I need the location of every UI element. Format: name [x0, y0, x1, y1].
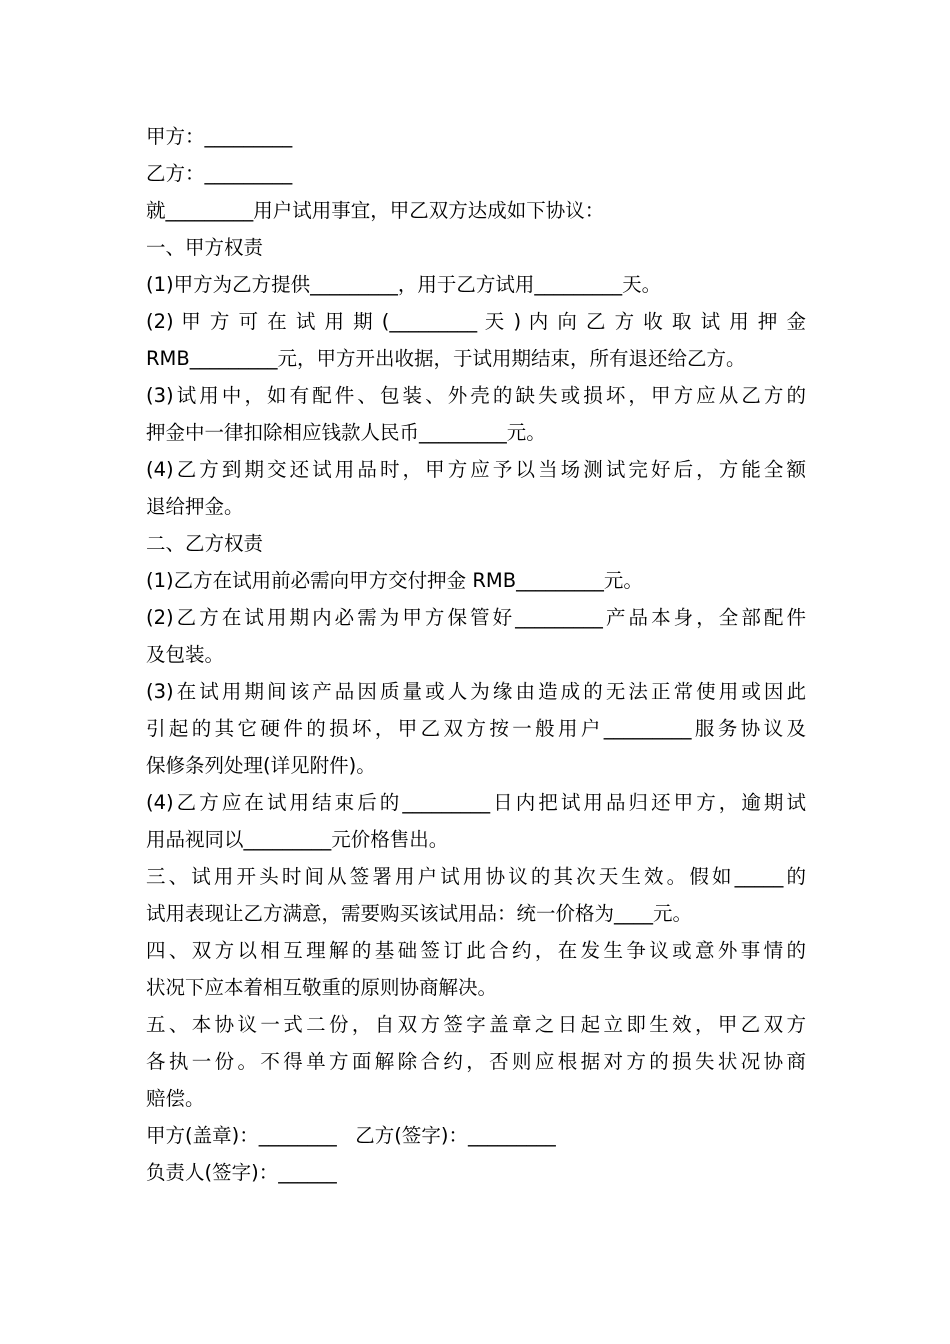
section-3-line-2: 试用表现让乙方满意，需要购买该试用品：统一价格为____元。	[146, 902, 693, 925]
section-5-line-1: 五、本协议一式二份，自双方签字盖章之日起立即生效，甲乙双方	[146, 1013, 806, 1036]
clause-1-3-line-1: (3)试用中，如有配件、包装、外壳的缺失或损坏，甲方应从乙方的	[146, 384, 806, 407]
clause-1-4-line-2: 退给押金。	[146, 495, 244, 518]
section-5-line-2: 各执一份。不得单方面解除合约，否则应根据对方的损失状况协商	[146, 1050, 806, 1073]
signature-line: 甲方(盖章)：________ 乙方(签字)：_________	[146, 1124, 556, 1147]
clause-2-3-line-3: 保修条列处理(详见附件)。	[146, 754, 376, 777]
clause-1-4-line-1: (4)乙方到期交还试用品时，甲方应予以当场测试完好后，方能全额	[146, 458, 806, 481]
intro-line: 就_________用户试用事宜，甲乙双方达成如下协议：	[146, 199, 605, 222]
section-2-heading: 二、乙方权责	[146, 532, 264, 555]
clause-1-2-line-1: (2) 甲 方 可 在 试 用 期 (_________ 天 ) 内 向 乙 方 收 取 试 用 押 金	[146, 310, 806, 333]
clause-1-1: (1)甲方为乙方提供_________，用于乙方试用_________天。	[146, 273, 662, 296]
clause-2-2-line-1: (2)乙方在试用期内必需为甲方保管好_________产品本身，全部配件	[146, 606, 806, 629]
party-b-line: 乙方：_________	[146, 162, 293, 185]
section-4-line-2: 状况下应本着相互敬重的原则协商解决。	[146, 976, 498, 999]
section-4-line-1: 四、双方以相互理解的基础签订此合约，在发生争议或意外事情的	[146, 939, 806, 962]
clause-2-3-line-2: 引起的其它硬件的损坏，甲乙双方按一般用户_________服务协议及	[146, 717, 806, 740]
section-5-line-3: 赔偿。	[146, 1087, 205, 1110]
agreement-body	[146, 118, 806, 1191]
clause-2-4-line-1: (4)乙方应在试用结束后的_________日内把试用品归还甲方，逾期试	[146, 791, 806, 814]
clause-2-1: (1)乙方在试用前必需向甲方交付押金 RMB_________元。	[146, 569, 643, 592]
clause-2-4-line-2: 用品视同以_________元价格售出。	[146, 828, 449, 851]
section-3-line-1: 三、试用开头时间从签署用户试用协议的其次天生效。假如_____的	[146, 865, 806, 888]
clause-2-2-line-2: 及包装。	[146, 643, 225, 666]
clause-1-2-line-2: RMB_________元，甲方开出收据，于试用期结束，所有退还给乙方。	[146, 347, 746, 370]
responsible-person-line: 负责人(签字)：______	[146, 1161, 337, 1184]
party-a-line: 甲方：_________	[146, 125, 293, 148]
section-1-heading: 一、甲方权责	[146, 236, 264, 259]
clause-1-3-line-2: 押金中一律扣除相应钱款人民币_________元。	[146, 421, 546, 444]
clause-2-3-line-1: (3)在试用期间该产品因质量或人为缘由造成的无法正常使用或因此	[146, 680, 806, 703]
